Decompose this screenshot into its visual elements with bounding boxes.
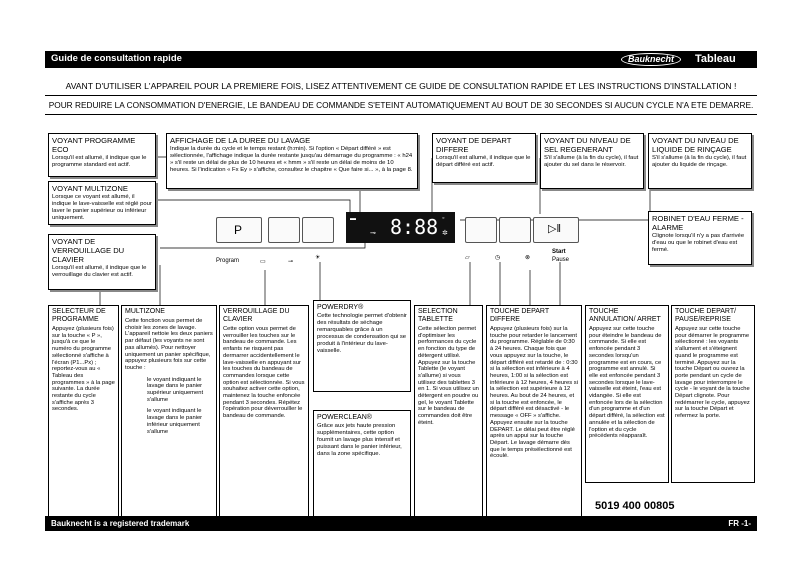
col-tablette-text: Cette sélection permet d'optimiser les performances du cycle en fonction du type de détergent utilisé. Appuyez sur la touche Tablette (le voyant s'allume) si vous utilisez des tablettes 3 en 1. Si vous utilisez un détergent en poudre ou gel, le voyant Tablette sur le bandeau de commandes doit être éteint. — [418, 326, 479, 426]
salt-icon: ◦ — [442, 215, 445, 222]
brand-logo: Bauknecht — [621, 53, 681, 66]
callout-depart-text: Lorsqu'il est allumé, il indique que le départ différé est actif. — [436, 155, 531, 168]
warning-1: AVANT D'UTILISER L'APPAREIL POUR LA PREMIERE FOIS, LISEZ ATTENTIVEMENT CE GUIDE DE CONSULTATION RAPIDE ET LES INSTRUCTIONS D'INSTALLATION ! — [65, 81, 737, 91]
powerdry-icon: ☀ — [315, 255, 321, 261]
callout-rincage-text: S'il s'allume (à la fin du cycle), il faut ajouter du liquide de rinçage. — [652, 155, 747, 168]
col-verrouillage — [219, 305, 309, 520]
callout-verrou — [48, 234, 156, 290]
col-powerclean — [313, 410, 411, 520]
col-depart-title: TOUCHE DEPART DIFFERE — [490, 308, 549, 323]
col-multizone — [121, 305, 217, 520]
callout-sel — [540, 133, 644, 189]
multizone-button[interactable] — [268, 217, 300, 243]
start-pause-button[interactable] — [533, 217, 579, 243]
delay-icon: ◷ — [495, 255, 501, 261]
keylock-button[interactable] — [302, 217, 334, 243]
col-multizone-title: MULTIZONE — [125, 308, 165, 315]
col-annulation-title: TOUCHE ANNULATION/ ARRET — [589, 308, 661, 323]
callout-verrou-title: VOYANT DE VERROUILLAGE DU CLAVIER — [52, 237, 125, 264]
callout-affichage-text: Indique la durée du cycle et le temps restant (h:min). Si l'option « Départ différé » est sélectionnée, l'affichage indique la durée restante jusqu'au démarrage du programme : « h24 » s'il reste un délai de plus de 10 heures et « hmm » s'il reste un délai de moins de 10 heures. Si l'indication « Fx Ey » s'affiche, consultez le chapitre « Que faire si... », à la page 8. — [170, 146, 413, 173]
callout-rincage — [648, 133, 752, 189]
col-multizone-upper: le voyant indiquant le lavage dans le panier supérieur uniquement s'allume — [147, 376, 204, 403]
program-label: Program — [216, 258, 240, 264]
callout-robinet — [648, 211, 752, 265]
header-title: Guide de consultation rapide — [51, 53, 182, 64]
col-pause — [671, 305, 755, 483]
footer-trademark: Bauknecht is a registered trademark — [51, 519, 190, 528]
callout-robinet-text: Clignote lorsqu'il n'y a pas d'arrivée d'eau ou que le robinet d'eau est fermé. — [652, 233, 745, 253]
footer-bar — [45, 516, 757, 531]
callout-eco — [48, 133, 156, 177]
tablet-button[interactable] — [465, 217, 497, 243]
col-pause-text: Appuyez sur cette touche pour démarrer le programme sélectionné : les voyants s'allument et s'éteignent quand le programme est terminé. Appuyez sur la touche Départ ou ouvrez la porte pendant un cycle de lavage pour interrompre le cycle - le voyant de la touche Départ clignote. Pour redémarrer le cycle, appuyez sur la touche Départ et refermez la porte. — [675, 326, 750, 420]
col-verrouillage-text: Cette option vous permet de verrouiller les touches sur le bandeau de commande. Les enfants ne risquent pas dermarrer accidentellement le lave-vaisselle en appuyant sur les touches du bandeau de commandes lorsque cette option est sélectionnée. Si vous souhaitez activer cette option, maintenez la touche enfoncée pendant 3 secondes. Répétez l'opération pour déverrouiller le bandeau de commande. — [223, 326, 305, 420]
callout-affichage — [166, 133, 418, 189]
callout-depart-title: VOYANT DE DEPART DIFFERE — [436, 136, 512, 154]
callout-multizone-title: VOYANT MULTIZONE — [52, 184, 128, 193]
col-tablette — [414, 305, 483, 520]
col-depart — [486, 305, 582, 520]
multizone-icon: ▭ — [260, 259, 266, 265]
delay-button[interactable] — [499, 217, 531, 243]
start-label: Start — [552, 249, 566, 255]
callout-multizone-text: Lorsque ce voyant est allumé, il indique le lave-vaisselle est réglé pour laver le panier supérieur ou inférieur uniquement. — [52, 194, 152, 221]
col-annulation-text: Appuyez sur cette touche pour éteindre le bandeau de commande. Si elle est enfoncée pendant 3 secondes lorsqu'un programme est en cours, ce programme est annulé. Si elle est enfoncée pendant 3 secondes lorsque le lave-vaisselle est éteint, l'eau est vidangée. Si elle est enfoncée lors de la sélection d'un programme et d'un départ différé, la sélection est annulée et la sélection de l'option et du cycle précédents réapparaît. — [589, 326, 665, 440]
cancel-icon: ⊗ — [525, 255, 531, 261]
col-multizone-text: Cette fonction vous permet de choisir les zones de lavage. L'appareil nettoie les deux paniers par défaut (les voyants ne sont pas allumés). Pour nettoyer uniquement un panier spécifique, appuyez plusieurs fois sur cette touche : — [125, 318, 213, 371]
callout-affichage-title: AFFICHAGE DE LA DUREE DU LAVAGE — [170, 136, 311, 145]
rinse-icon: ✲ — [442, 230, 448, 237]
eco-icon: ▬ — [350, 216, 356, 222]
lock-icon: ⊸ — [370, 230, 376, 237]
col-tablette-title: SELECTION TABLETTE — [418, 308, 458, 323]
callout-rincage-title: VOYANT DU NIVEAU DE LIQUIDE DE RINÇAGE — [652, 136, 739, 154]
program-button[interactable] — [216, 217, 262, 243]
col-selecteur-text: Appuyez (plusieurs fois) sur la touche « P », jusqu'à ce que le numéro du programme sélectionné s'affiche à l'écran (P1...Px) ; reportez-vous au « Tableau des programmes » à la page suivante. La durée restante du cycle s'affiche après 3 secondes. — [52, 326, 115, 413]
document-code: 5019 400 00805 — [595, 500, 675, 512]
callout-robinet-title: ROBINET D'EAU FERME - ALARME — [652, 214, 744, 232]
callout-depart — [432, 133, 536, 183]
display-digits: 8:88 — [390, 215, 439, 239]
col-depart-text: Appuyez (plusieurs fois) sur la touche pour retarder le lancement du programme. Réglable de 0:30 à 24 heures. Chaque fois que vous appuyez sur la touche, le départ différé est retardé de : 0:30 si la sélection est inférieure à 4 heures, 1:00 si la sélection est inférieure à 12 heures, 4 heures si la sélection est supérieure à 12 heures. Au bout de 24 heures, et si la touche est enfoncée, le départ différé est désactivé - le message « OFF » s'affiche. Appuyez ensuite sur la touche DEPART. Le délai peut être réglé après un appui sur la touche Départ. Le lavage démarre dès que le temps présélectionné est écoulé. — [490, 326, 578, 460]
play-pause-icon: ▷‖ — [548, 223, 562, 235]
program-button-label: P — [234, 223, 243, 237]
col-annulation — [585, 305, 669, 483]
col-powerclean-title: POWERCLEAN® — [317, 414, 372, 421]
col-powerdry-title: POWERDRY® — [317, 304, 364, 311]
callout-sel-title: VOYANT DU NIVEAU DE SEL REGENERANT — [544, 136, 631, 154]
col-multizone-lower: le voyant indiquant le lavage dans le panier inférieur uniquement s'allume — [147, 408, 203, 435]
col-selecteur — [48, 305, 119, 520]
warning-2: POUR REDUIRE LA CONSOMMATION D'ENERGIE, LE BANDEAU DE COMMANDE S'ETEINT AUTOMATIQUEMENT AU BOUT DE 30 SECONDES SI AUCUN CYCLE N'A ETE DEMARRE. — [48, 100, 754, 110]
col-pause-title: TOUCHE DEPART/ PAUSE/REPRISE — [675, 308, 737, 323]
header-tab: Tableau — [695, 53, 736, 65]
col-verrouillage-title: VERROUILLAGE DU CLAVIER — [223, 308, 290, 323]
pause-label: Pause — [552, 257, 570, 263]
time-display — [346, 212, 455, 243]
col-powerdry-text: Cette technologie permet d'obtenir des résultats de séchage remarquables grâce à un processus de condensation qui se produit à l'intérieur du lave-vaisselle. — [317, 313, 407, 354]
callout-eco-text: Lorsqu'il est allumé, il indique que le programme standard est actif. — [52, 155, 147, 168]
tablet-icon: ▱ — [465, 255, 470, 261]
callout-verrou-text: Lorsqu'il est allumé, il indique que le verrouillage du clavier est actif. — [52, 265, 147, 278]
col-powerdry — [313, 300, 411, 392]
callout-multizone — [48, 181, 156, 225]
lock-key-icon: ⊸ — [288, 259, 294, 265]
footer-page: FR -1- — [728, 519, 751, 528]
col-powerclean-text: Grâce aux jets haute pression supplémentaires, cette option fournit un lavage plus intensif et puissant dans le panier inférieur, dans la zone spécifique. — [317, 423, 402, 457]
callout-eco-title: VOYANT PROGRAMME ECO — [52, 136, 136, 154]
callout-sel-text: S'il s'allume (à la fin du cycle), il faut ajouter du sel dans le réservoir. — [544, 155, 639, 168]
col-selecteur-title: SELECTEUR DE PROGRAMME — [52, 308, 106, 323]
